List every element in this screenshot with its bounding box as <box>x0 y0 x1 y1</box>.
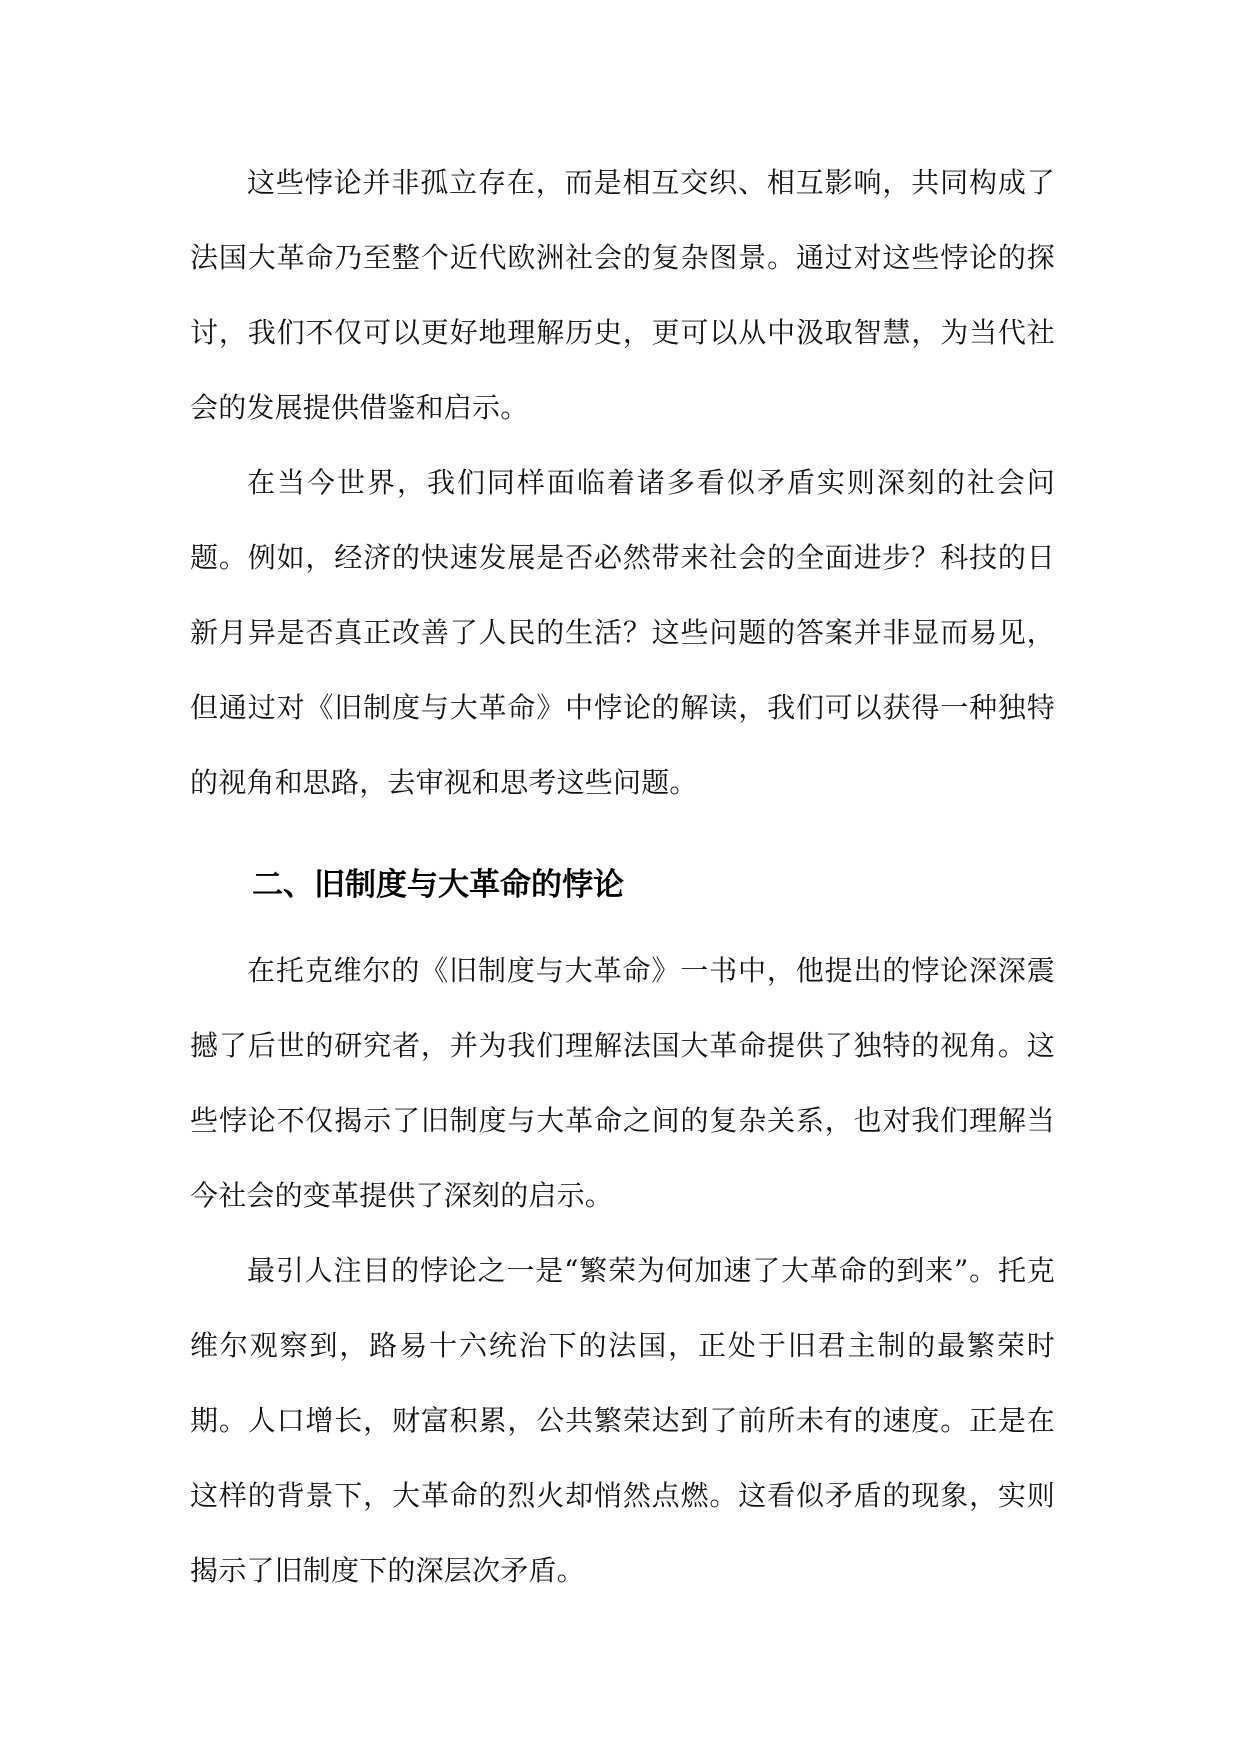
paragraph-contemporary-issues: 在当今世界，我们同样面临着诸多看似矛盾实则深刻的社会问题。例如，经济的快速发展是否必然带来社会的全面进步？科技的日新月异是否真正改善了人民的生活？这些问题的答案并非显而易见，但通过对《旧制度与大革命》中悖论的解读，我们可以获得一种独特的视角和思路，去审视和思考这些问题。 <box>190 466 1055 799</box>
document-body <box>190 145 1055 1608</box>
paragraph-tocqueville-intro: 在托克维尔的《旧制度与大革命》一书中，他提出的悖论深深震撼了后世的研究者，并为我们理解法国大革命提供了独特的视角。这些悖论不仅揭示了旧制度与大革命之间的复杂关系，也对我们理解当今社会的变革提供了深刻的启示。 <box>190 954 1055 1212</box>
section-heading: 二、旧制度与大革命的悖论 <box>252 867 624 903</box>
paragraph-prosperity-paradox: 最引人注目的悖论之一是“繁荣为何加速了大革命的到来”。托克维尔观察到，路易十六统治下的法国，正处于旧君主制的最繁荣时期。人口增长，财富积累，公共繁荣达到了前所未有的速度。正是在这样的背景下，大革命的烈火却悄然点燃。这看似矛盾的现象，实则揭示了旧制度下的深层次矛盾。 <box>190 1254 1055 1587</box>
paragraph-paradox-summary: 这些悖论并非孤立存在，而是相互交织、相互影响，共同构成了法国大革命乃至整个近代欧洲社会的复杂图景。通过对这些悖论的探讨，我们不仅可以更好地理解历史，更可以从中汲取智慧，为当代社会的发展提供借鉴和启示。 <box>190 166 1055 424</box>
